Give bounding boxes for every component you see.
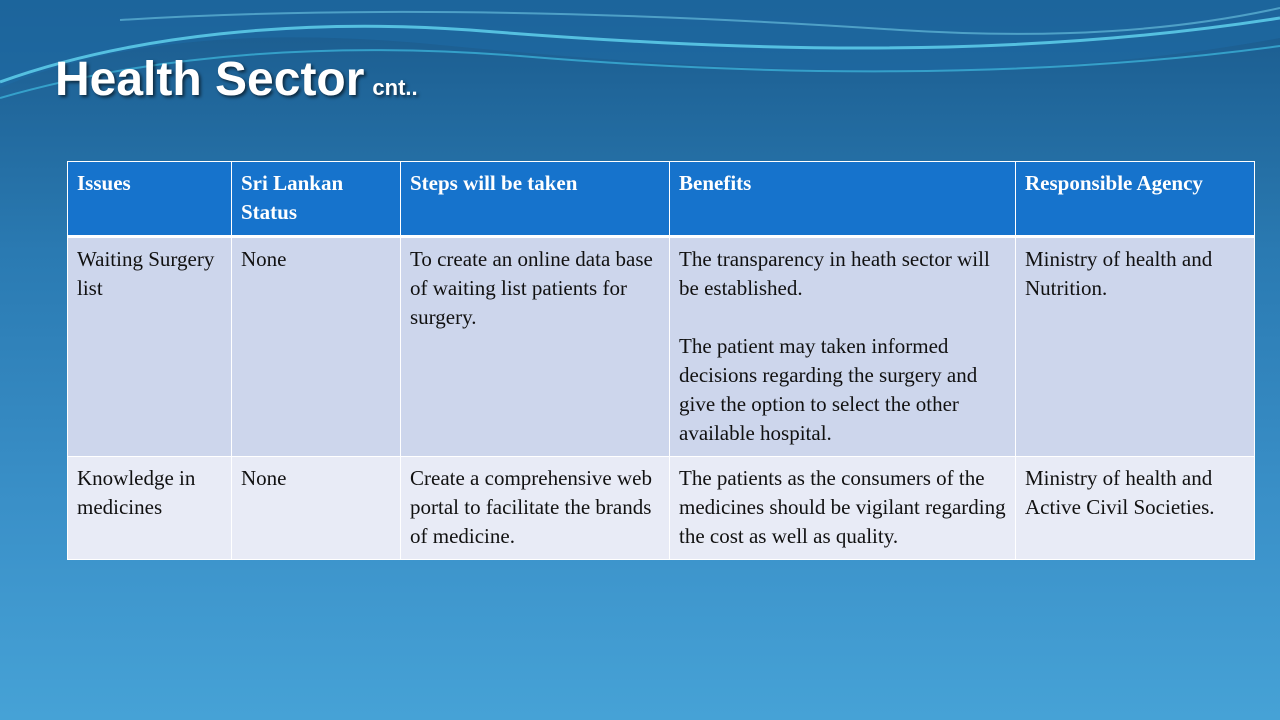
benefit-paragraph: The transparency in heath sector will be established. xyxy=(679,247,990,300)
benefit-paragraph: The patient may taken informed decisions regarding the surgery and give the option to select the other available hospital. xyxy=(679,334,978,445)
column-header-benefits: Benefits xyxy=(670,162,1016,237)
cell-status: None xyxy=(232,457,401,560)
benefit-paragraph: The patients as the consumers of the medicines should be vigilant regarding the cost as well as quality. xyxy=(679,466,1006,548)
column-header-status: Sri Lankan Status xyxy=(232,162,401,237)
cell-issue: Knowledge in medicines xyxy=(68,457,232,560)
cell-steps: Create a comprehensive web portal to facilitate the brands of medicine. xyxy=(401,457,670,560)
health-sector-table xyxy=(67,161,1255,560)
cell-issue: Waiting Surgery list xyxy=(68,237,232,457)
column-header-issues: Issues xyxy=(68,162,232,237)
cell-benefits xyxy=(670,237,1016,457)
table-row xyxy=(68,457,1255,560)
column-header-steps: Steps will be taken xyxy=(401,162,670,237)
table-row xyxy=(68,237,1255,457)
cell-status: None xyxy=(232,237,401,457)
cell-agency: Ministry of health and Nutrition. xyxy=(1016,237,1255,457)
cell-benefits xyxy=(670,457,1016,560)
slide-title-main: Health Sector xyxy=(55,53,365,106)
cell-steps: To create an online data base of waiting list patients for surgery. xyxy=(401,237,670,457)
cell-agency: Ministry of health and Active Civil Societies. xyxy=(1016,457,1255,560)
table-header-row xyxy=(68,162,1255,237)
slide-title-suffix: cnt.. xyxy=(372,75,418,100)
slide-title xyxy=(55,52,418,107)
column-header-agency: Responsible Agency xyxy=(1016,162,1255,237)
